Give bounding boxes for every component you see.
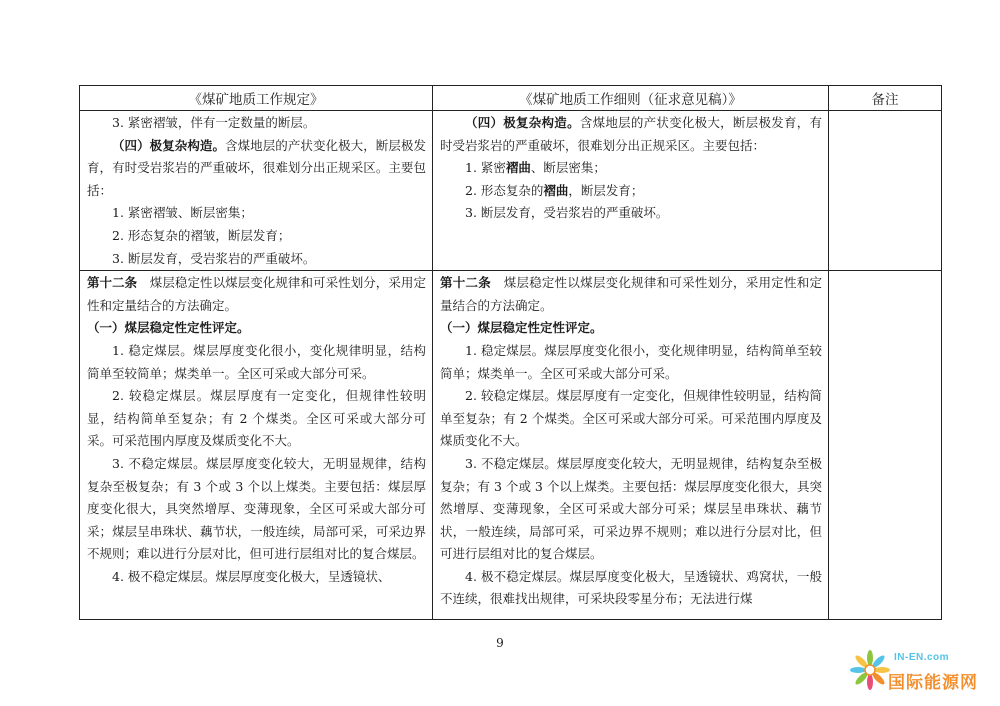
paragraph: 3. 不稳定煤层。煤层厚度变化较大，无明显规律，结构复杂至极复杂；有 3 个或 3 个以上煤类。主要包括：煤层厚度变化很大，具突然增厚、变薄现象，全区可采或大部分可采；煤层呈串珠状、藕节状，一般连续，局部可采，可采边界不规则；难以进行分层对比，但可进行层组对比的复合煤层。 <box>87 455 426 562</box>
paragraph <box>440 112 822 157</box>
subsection-heading: （四）极复杂构造。 <box>112 137 226 153</box>
list-item: 1. 紧密褶皱、断层密集； <box>112 205 253 221</box>
text-line: 3. 紧密褶皱，伴有一定数量的断层。 <box>112 115 316 130</box>
emphasis-text: 褶曲 <box>543 182 569 198</box>
sun-logo-icon <box>848 648 892 692</box>
table-row <box>80 111 942 271</box>
header-rules-draft: 《煤矿地质工作细则（征求意见稿）》 <box>433 86 829 111</box>
article-number: 第十二条 <box>440 275 491 291</box>
text-span: 2. 形态复杂的 <box>465 182 544 198</box>
watermark-logo <box>848 646 993 702</box>
comparison-table <box>79 85 942 620</box>
header-remarks: 备注 <box>829 86 942 111</box>
row1-left-cell <box>80 111 433 271</box>
table-header-row <box>80 86 942 111</box>
text-span: ，断层发育； <box>568 182 644 198</box>
paragraph-text: 含煤地层的产状变化极大，断层极发育，有时受岩浆岩的严重破坏，很难划分出正规采区。主要包括： <box>87 137 426 198</box>
row1-remarks-cell <box>829 111 942 271</box>
paragraph-text: 含煤地层的产状变化极大，断层极发育，有时受岩浆岩的严重破坏，很难划分出正规采区。主要包括： <box>440 115 822 153</box>
paragraph <box>87 272 426 317</box>
row2-remarks-cell <box>829 271 942 620</box>
list-item <box>440 157 822 180</box>
header-regulation: 《煤矿地质工作规定》 <box>80 86 433 111</box>
paragraph-text: 煤层稳定性以煤层变化规律和可采性划分，采用定性和定量结合的方法确定。 <box>440 275 822 313</box>
paragraph <box>440 272 822 317</box>
paragraph: 4. 极不稳定煤层。煤层厚度变化极大，呈透镜状、 <box>112 568 391 584</box>
watermark-en-text: IN-EN.com <box>894 652 950 663</box>
list-item: 3. 断层发育，受岩浆岩的严重破坏。 <box>465 205 669 221</box>
paragraph: 2. 较稳定煤层。煤层厚度有一定变化，但规律性较明显，结构简单至复杂；有 2 个煤类。全区可采或大部分可采。可采范围内厚度及煤质变化不大。 <box>87 388 426 449</box>
paragraph: 1. 稳定煤层。煤层厚度变化很小，变化规律明显，结构简单至较简单；煤类单一。全区可采或大部分可采。 <box>440 342 822 381</box>
row1-right-cell <box>433 111 829 271</box>
subsection-heading: （四）极复杂构造。 <box>465 115 580 130</box>
table-row <box>80 271 942 620</box>
page-number: 9 <box>496 636 504 650</box>
subsection-heading: （一）煤层稳定性定性评定。 <box>87 320 250 336</box>
row2-left-cell <box>80 271 433 620</box>
watermark-cn-text: 国际能源网 <box>888 673 978 693</box>
text-span: 、断层密集； <box>530 160 606 176</box>
list-item <box>440 180 822 203</box>
text-span: 1. 紧密 <box>465 160 506 176</box>
subsection-heading: （一）煤层稳定性定性评定。 <box>440 320 603 336</box>
paragraph-text: 煤层稳定性以煤层变化规律和可采性划分，采用定性和定量结合的方法确定。 <box>87 275 426 313</box>
paragraph <box>87 135 426 203</box>
paragraph: 4. 极不稳定煤层。煤层厚度变化极大，呈透镜状、鸡窝状，一般不连续，很难找出规律，可采块段零星分布；无法进行煤 <box>440 568 822 607</box>
row2-right-cell <box>433 271 829 620</box>
article-number: 第十二条 <box>87 275 138 291</box>
emphasis-text: 褶曲 <box>505 160 531 176</box>
list-item: 3. 断层发育，受岩浆岩的严重破坏。 <box>112 250 316 266</box>
list-item: 2. 形态复杂的褶皱，断层发育； <box>112 227 291 243</box>
paragraph: 3. 不稳定煤层。煤层厚度变化较大，无明显规律，结构复杂至极复杂；有 3 个或 3 个以上煤类。主要包括：煤层厚度变化很大，具突然增厚、变薄现象，全区可采或大部分可采；煤层呈串珠状、藕节状，一般连续，局部可采，可采边界不规则；难以进行分层对比，但可进行层组对比的复合煤层。 <box>440 455 822 562</box>
paragraph: 2. 较稳定煤层。煤层厚度有一定变化，但规律性较明显，结构简单至复杂；有 2 个煤类。全区可采或大部分可采。可采范围内厚度及煤质变化不大。 <box>440 388 822 449</box>
paragraph: 1. 稳定煤层。煤层厚度变化很小，变化规律明显，结构简单至较简单；煤类单一。全区可采或大部分可采。 <box>87 342 426 381</box>
